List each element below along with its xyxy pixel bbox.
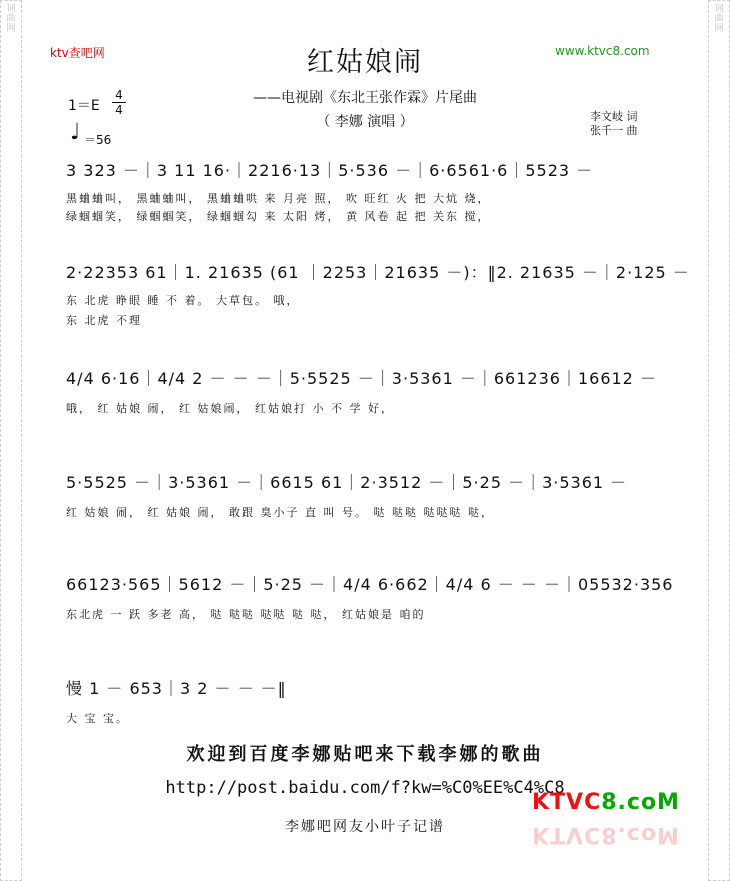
notation-line: 66123·565｜5612 －｜5·25 －｜4/4 6·662｜4/4 6 － － －｜05532·356: [66, 575, 674, 594]
site-right-link[interactable]: www.ktvc8.com: [555, 44, 650, 58]
watermark-text: 词 曲 网: [6, 4, 16, 34]
lyric-line: 东 北虎 睁眼 睡 不 着。 大草包。 哦，: [66, 294, 300, 307]
lyric-line: 绿蝈蝈笑， 绿蝈蝈笑， 绿蝈蝈勾 来 太阳 烤， 黄 风卷 起 把 关东 搅，: [66, 210, 491, 223]
ktvc8-logo-reflection: [532, 822, 680, 847]
notation-line: 3 323 －｜3 11 16·｜2216·13｜5·536 －｜6·6561·6｜5523 －: [66, 161, 594, 180]
notation-line: 5·5525 －｜3·5361 －｜6615 61｜2·3512 －｜5·25 －｜3·5361 －: [66, 473, 628, 492]
watermark-text: 词 曲 网: [714, 4, 724, 34]
lyric-line: 大 宝 宝。: [66, 712, 129, 725]
song-title: 红姑娘闹: [307, 47, 423, 78]
score-system-2: [66, 260, 690, 327]
logo-part-a: KTVC: [532, 822, 602, 847]
logo-part-a: KTVC: [532, 790, 602, 815]
key-signature: 1＝E: [68, 98, 100, 114]
meter-bottom: 4: [115, 103, 123, 117]
logo-part-b: 8.coM: [601, 790, 680, 815]
time-signature: [112, 88, 126, 117]
footer-url-link[interactable]: http://post.baidu.com/f?kw=%C0%EE%C4%C8: [165, 778, 565, 798]
site-left-label[interactable]: ktv查吧网: [50, 46, 105, 60]
lyric-line: 东北虎 一 跃 多老 高， 哒 哒哒 哒哒 哒 哒， 红姑娘是 咱的: [66, 608, 426, 621]
footer-transcriber: 李娜吧网友小叶子记谱: [285, 819, 445, 835]
lyric-line: 红 姑娘 闹， 红 姑娘 闹， 敢跟 臭小子 直 叫 号。 哒 哒哒 哒哒哒 哒，: [66, 506, 494, 519]
notation-line: 慢 1 － 653｜3 2 － － －‖: [66, 679, 287, 698]
ktvc8-logo: [532, 790, 680, 815]
notation-line: 4/4 6·16｜4/4 2 － － －｜5·5525 －｜3·5361 －｜661236｜16612 －: [66, 369, 657, 388]
score-system-3: [66, 366, 660, 415]
meter-top: 4: [112, 88, 126, 103]
lyric-line: 东 北虎 不理: [66, 314, 142, 327]
tempo-mark: ＝56: [84, 133, 112, 147]
lyric-line: 哦， 红 姑娘 闹， 红 姑娘闹， 红姑娘打 小 不 学 好，: [66, 402, 394, 415]
lyric-line: 黑蛐蛐叫， 黑蛐蛐叫， 黑蛐蛐哄 来 月亮 照， 吹 旺红 火 把 大炕 烧，: [66, 192, 491, 205]
score-system-6: [66, 676, 660, 725]
footer-welcome: 欢迎到百度李娜贴吧来下载李娜的歌曲: [186, 744, 544, 765]
logo-part-b: 8.coM: [601, 822, 680, 847]
lyricist-credit: 李文岐 词: [590, 110, 638, 123]
song-subtitle: ——电视剧《东北王张作霖》片尾曲: [253, 90, 477, 106]
score-system-1: [66, 158, 660, 223]
score-system-5: [66, 572, 674, 621]
singer-line: （ 李娜 演唱 ）: [316, 114, 414, 130]
quarter-note-icon: ♩: [70, 120, 81, 145]
score-system-4: [66, 470, 660, 519]
notation-line: 2·22353 61｜1. 21635 (61 ｜2253｜21635 －)：‖2. 21635 －｜2·125 －: [66, 263, 690, 282]
composer-credit: 张千一 曲: [590, 124, 638, 137]
